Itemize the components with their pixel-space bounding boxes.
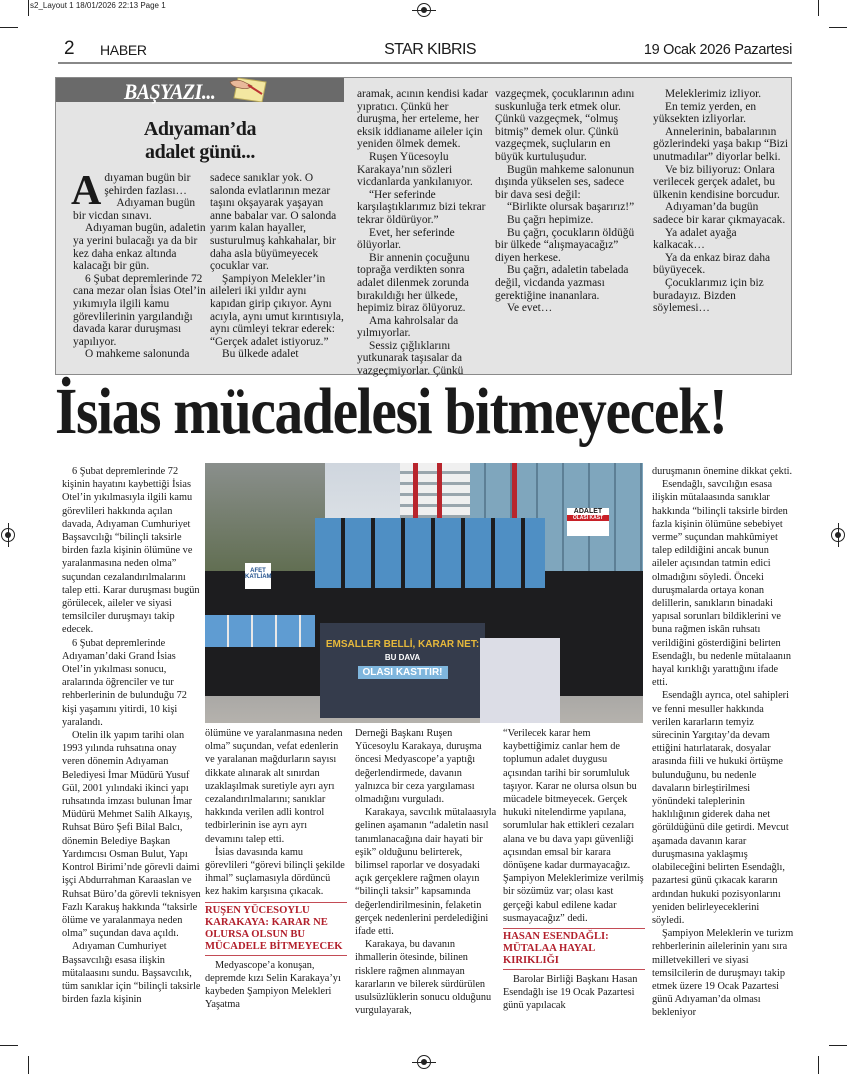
paragraph: Karakaya, bu davanın ihmallerin ötesinde, bilinen risklere rağmen alınmayan kararların ve bilerek sürdürülen usulsüzlüklerin sonucu olduğunu vurgulayarak, xyxy=(355,939,492,1017)
paragraph: Sessiz çığlıklarını yutkunarak taşısalar da vazgeçmiyorlar. Çünkü xyxy=(357,339,464,378)
paragraph: Ya da enkaz biraz daha büyüyecek. xyxy=(653,251,771,277)
paragraph: “Birlikte olursak başarırız!” xyxy=(507,201,635,214)
crop-mark xyxy=(0,1045,18,1046)
paragraph: O mahkeme salonunda xyxy=(85,348,190,361)
crop-mark xyxy=(818,0,819,16)
editorial-column xyxy=(357,88,491,378)
photo-sign-adalet-text: ADALET xyxy=(573,508,603,515)
paragraph: Otelin ilk yapım tarihi olan 1993 yılında ruhsatına onay veren dönemin Adıyaman Belediyesi İmar Müdürü Yusuf Gül, 2001 yılındaki ikinci yapı ruhsatında imzası bulunan İmar Müdürü Mehmet Salih Alkayış, Ruhsat Büro Şefi Bilal Balcı, dönemin Belediye Başkan Yardımcısı Osman Bulut, Yapı Kontrol Birimi’nde görevli daimi işçi Abdurrahman Karaaslan ve Ruhsat Büro’da görevli teknisyen Fazlı Karakuş hakkında “taksirle ölüme ve yaralanmaya neden olma” suçundan dava açıldı. xyxy=(62,730,201,940)
registration-mark-icon xyxy=(831,528,845,542)
paragraph: Ruşen Yücesoylu Karakaya’nın sözleri vicdanlarda yankılanıyor. xyxy=(357,150,473,189)
paragraph: 6 Şubat depremlerinde Adıyaman’daki Grand İsias Otel’in yıkılması sonucu, aralarında öğrenciler ve tur rehberlerinin de bulunduğu 72 kişi yaşamını yitirdi, 10 kişi yaralandı. xyxy=(62,637,187,728)
article-subhead: RUŞEN YÜCESOYLU KARAKAYA: KARAR NE OLURSA OLSUN BU MÜCADELE BİTMEYECEK xyxy=(205,902,347,956)
paragraph: Esendağlı ayrıca, otel sahipleri ve fenni mesuller hakkında verilen kararların temyiz sürecinin Yargıtay’da devam ettiğini hatırlatarak, dosyalar arasında fiili ve hukuki örtüşme bulunduğunu, bu nedenle davaların birleştirilmesi yönündeki taleplerinin haklılığının giderek daha net görüldüğünü dile getirdi. Mevcut aşamada davanın karar duruşmasına yaklaşmış olabileceğini belirten Esendağlı, pazartesi günü çıkacak kararın ardından hukuki pozisyonlarını yeniden belirleyeceklerini söyledi. xyxy=(652,690,789,926)
paragraph: Medyascope’a konuşan, depremde kızı Selin Karakaya’yı kaybeden Şampiyon Melekleri Yaşatma xyxy=(205,959,341,1011)
banner-line2: BU DAVA xyxy=(384,653,421,662)
editorial-box xyxy=(55,77,792,378)
editorial-title: Adıyaman’da adalet günü... xyxy=(143,118,257,163)
paragraph: Evet, her seferinde ölüyorlar. xyxy=(357,226,455,252)
paragraph: 6 Şubat depremlerinde 72 kişinin hayatını kaybettiği İsias Otel’in yıkılmasıyla ilgili kamu görevlileri hakkında açılan davada, Adıyaman Cumhuriyet Başsavcılığı “bilinçli taksirle birden fazla kişinin ölümüne ve yaralanmasına neden olma” suçundan cezalandırılmalarını talep etti. Karar duruşması bugün görülecek, aileler ve siyasi temsilciler duruşmayı takip edecek. xyxy=(62,466,200,636)
paragraph: vazgeçmek, çocuklarının adını suskunluğa terk etmek olur. Çünkü vazgeçmek, “olmuş bitmiş” demek olur. Çünkü vazgeçmek, suçluların en büyük kurtuluşudur. xyxy=(495,88,635,163)
paragraph: Adıyaman bugün, adaletin ya yerini bulacağı ya da bir kez daha enkaz altında kalacağı bir gün. xyxy=(73,222,206,273)
paragraph: Bu ülkede adalet xyxy=(222,348,299,361)
paragraph: Çocuklarımız için biz buradayız. Bizden söylemesi… xyxy=(653,276,764,315)
issue-date: 19 Ocak 2026 Pazartesi xyxy=(643,42,792,58)
paragraph: sadece sanıklar yok. O salonda evlatlarının mezar taşını okşayarak yaşayan anne babalar var. O salonda yarım kalan hayaller, susturulmuş kahkahalar, bir daha asla büyümeyecek çocuklar var. xyxy=(210,172,337,273)
paragraph: ölümüne ve yaralanmasına neden olma” suçundan, vefat edenlerin ve yaralanan mağdurların sayısı dikkate alınarak alt sınırdan uzaklaşılmak suretiyle ayrı ayrı cezalandırılmalarını; sanıklar hakkında verilen adli kontrol tedbirlerinin ise ayrı ayrı devamını talep etti. xyxy=(205,728,343,845)
crop-mark xyxy=(28,1056,29,1074)
page-number: 2 xyxy=(64,38,75,59)
photo-portrait-signs xyxy=(315,518,545,588)
paragraph: Bir annenin çocuğunu toprağa verdikten sonra adalet dilenmek zorunda bırakıldığı her ülkede, hepimiz biraz ölüyoruz. xyxy=(357,251,470,315)
photo-sign-afet: AFET KATLİAM xyxy=(245,563,271,589)
paragraph: 6 Şubat depremlerinde 72 cana mezar olan İsias Otel’in yıkımıyla ilgili kamu görevlilerinin yargılandığı davada karar duruşması yapılıyor. xyxy=(73,272,206,348)
paragraph: Ve evet… xyxy=(507,302,553,315)
paragraph: Şampiyon Meleklerin ve turizm rehberlerinin ailelerinin yanı sıra milletvekilleri ve siyasi temsilcilerin de duruşmayı takip etmek üzere 19 Ocak Pazartesi günü Adıyaman’da olması bekleniyor xyxy=(652,928,794,1019)
newspaper-name: STAR KIBRIS xyxy=(384,41,476,58)
print-slug: s2_Layout 1 18/01/2026 22:13 Page 1 xyxy=(30,1,166,10)
paragraph: aramak, acının kendisi kadar yıpratıcı. Çünkü her duruşma, her erteleme, her eksik iddianame aileler için yeniden ölmek demek. xyxy=(357,88,488,151)
drop-cap: A xyxy=(71,168,102,214)
article-column xyxy=(503,727,645,1013)
hand-writing-pen-icon xyxy=(228,74,270,102)
banner-line3: OLASI KASTTIR! xyxy=(358,666,448,679)
article-column xyxy=(205,727,347,1011)
paragraph: Bu çağrı, çocukların öldüğü bir ülkede “alışmayacağız” diyen herkese. xyxy=(495,226,635,264)
paragraph: Derneği Başkanı Ruşen Yücesoylu Karakaya, duruşma öncesi Medyascope’a yaptığı değerlendirmede, davanın yalnızca bir ceza yargılaması olmadığını vurguladı. xyxy=(355,728,482,806)
paragraph: Barolar Birliği Başkanı Hasan Esendağlı ise 19 Ocak Pazartesi günü yapılacak xyxy=(503,974,638,1012)
crop-mark xyxy=(818,1056,819,1074)
editorial-label: BAŞYAZI... xyxy=(124,79,216,104)
paragraph: Ve biz biliyoruz: Onlara verilecek gerçek adalet, bu ülkenin kendisine borcudur. xyxy=(653,163,780,201)
crop-mark xyxy=(829,1045,847,1046)
article-subhead: HASAN ESENDAĞLI: MÜTALAA HAYAL KIRIKLIĞI xyxy=(503,928,645,970)
header-rule xyxy=(58,62,792,64)
paragraph: Bu çağrı, adaletin tabelada değil, vicdanda yazması gerektiğine inananlara. xyxy=(495,264,629,302)
photo-sign-adalet xyxy=(567,508,609,536)
paragraph: Meleklerimiz izliyor. xyxy=(665,88,762,100)
article-column xyxy=(652,465,794,1020)
paragraph: Ya adalet ayağa kalkacak… xyxy=(653,226,737,252)
paragraph: Karakaya, savcılık mütalaasıyla gelinen aşamanın “adaletin nasıl tanımlanacağına dair hayati bir eşik” olduğunu belirterek, bilimsel raporlar ve dosyadaki açık gerçeklere rağmen olayın “bilinçli taksir” kapsamında değerlendirilmesinin, felaketin gerçek nedenlerini perdelediğini ifade etti. xyxy=(355,807,497,938)
registration-mark-icon xyxy=(1,528,15,542)
editorial-column xyxy=(71,168,207,361)
paragraph: Esendağlı, savcılığın esasa ilişkin mütalaasında sanıklar hakkında “bilinçli taksirle birden fazla kişinin ölümüne sebebiyet verme” suçundan mahkûmiyet talep edildiğini ancak bunun aileler açısından tatmin edici olmadığını söyledi. Önceki duruşmalarda ortaya konan delillerin, sanıkların binadaki yapısal sorunları bildiklerini ve buna rağmen iskân ruhsatı verildiğini gösterdiğini belirten Esendağlı, bu nedenle mütalaanın hayal kırıklığı yarattığını ifade etti. xyxy=(652,479,791,689)
section-name: HABER xyxy=(100,42,147,58)
paragraph: Bugün mahkeme salonunun dışında yükselen ses, sadece bir dava sesi değil: xyxy=(495,163,635,201)
crop-mark xyxy=(28,0,29,16)
editorial-column xyxy=(653,88,789,315)
editorial-column xyxy=(495,88,635,315)
editorial-column xyxy=(210,172,344,361)
paragraph: Şampiyon Melekler’in aileleri iki yıldır aynı kapıdan girip çıkıyor. Aynı acıyla, aynı umut kırıntısıyla, aynı cümleyi tekrar ederek: “Gerçek adalet istiyoruz.” xyxy=(210,272,344,348)
paragraph: “Verilecek karar hem kaybettiğimiz canlar hem de toplumun adalet duygusu açısından tarihi bir sorumluluk taşıyor. Karar ne olursa olsun bu mücadele bitmeyecek. Gerçek hukuki nitelendirme yapılana, sorumlular hak ettikleri cezaları alana ve bu dava yapı güvenliği açısından emsal bir karara dönüşene kadar durmayacağız. Şampiyon Meleklerimize verilmiş bir sözümüz var; olası kast gerçeği kabul edilene kadar susmayacağız” dedi. xyxy=(503,728,644,924)
article-headline: İsias mücadelesi bitmeyecek! xyxy=(55,375,727,448)
crop-mark xyxy=(0,27,18,28)
paragraph: Adıyaman’da bugün sadece bir karar çıkmayacak. xyxy=(653,201,786,226)
photo-second-banner xyxy=(480,638,560,723)
crop-mark xyxy=(829,27,847,28)
paragraph: Adıyaman bugün bir vicdan sınavı. xyxy=(73,197,196,222)
paragraph: Adıyaman Cumhuriyet Başsavcılığı esasa ilişkin mütalaasını sundu. Başsavcılık, tüm sanıklar için “bilinçli taksirle birden fazla kişinin xyxy=(62,941,201,1006)
article-column xyxy=(62,465,201,1006)
article-column xyxy=(355,727,497,1017)
paragraph: Bu çağrı hepimize. xyxy=(507,213,594,226)
paragraph: “Her seferinde karşılaştıklarımız bizi tekrar tekrar öldürüyor.” xyxy=(357,188,486,226)
paragraph-text: dıyaman bugün bir şehirden fazlası… xyxy=(104,172,191,197)
paragraph: Annelerinin, babalarının gözlerindeki yaşa bakıp “Bizi unutmadılar” diyorlar belki. xyxy=(653,125,789,163)
photo-portrait-signs xyxy=(205,615,315,647)
paragraph: duruşmanın önemine dikkat çekti. xyxy=(652,466,793,477)
paragraph: İsias davasında kamu görevlileri “görevi bilinçli şekilde ihmal” suçlamasıyla dördüncü kez hakim karşısına çıkacak. xyxy=(205,846,345,898)
article-photo xyxy=(205,463,643,723)
paragraph: En temiz yerden, en yüksekten izliyorlar. xyxy=(653,100,757,126)
banner-line1: EMSALLER BELLİ, KARAR NET: xyxy=(325,639,480,650)
paragraph: Ama kahrolsalar da yılmıyorlar. xyxy=(357,314,459,340)
registration-mark-icon xyxy=(417,1055,431,1069)
registration-mark-icon xyxy=(417,3,431,17)
photo-sign-olasi-kast: OLASI KAST xyxy=(567,515,609,521)
photo-protest-banner xyxy=(320,623,485,718)
